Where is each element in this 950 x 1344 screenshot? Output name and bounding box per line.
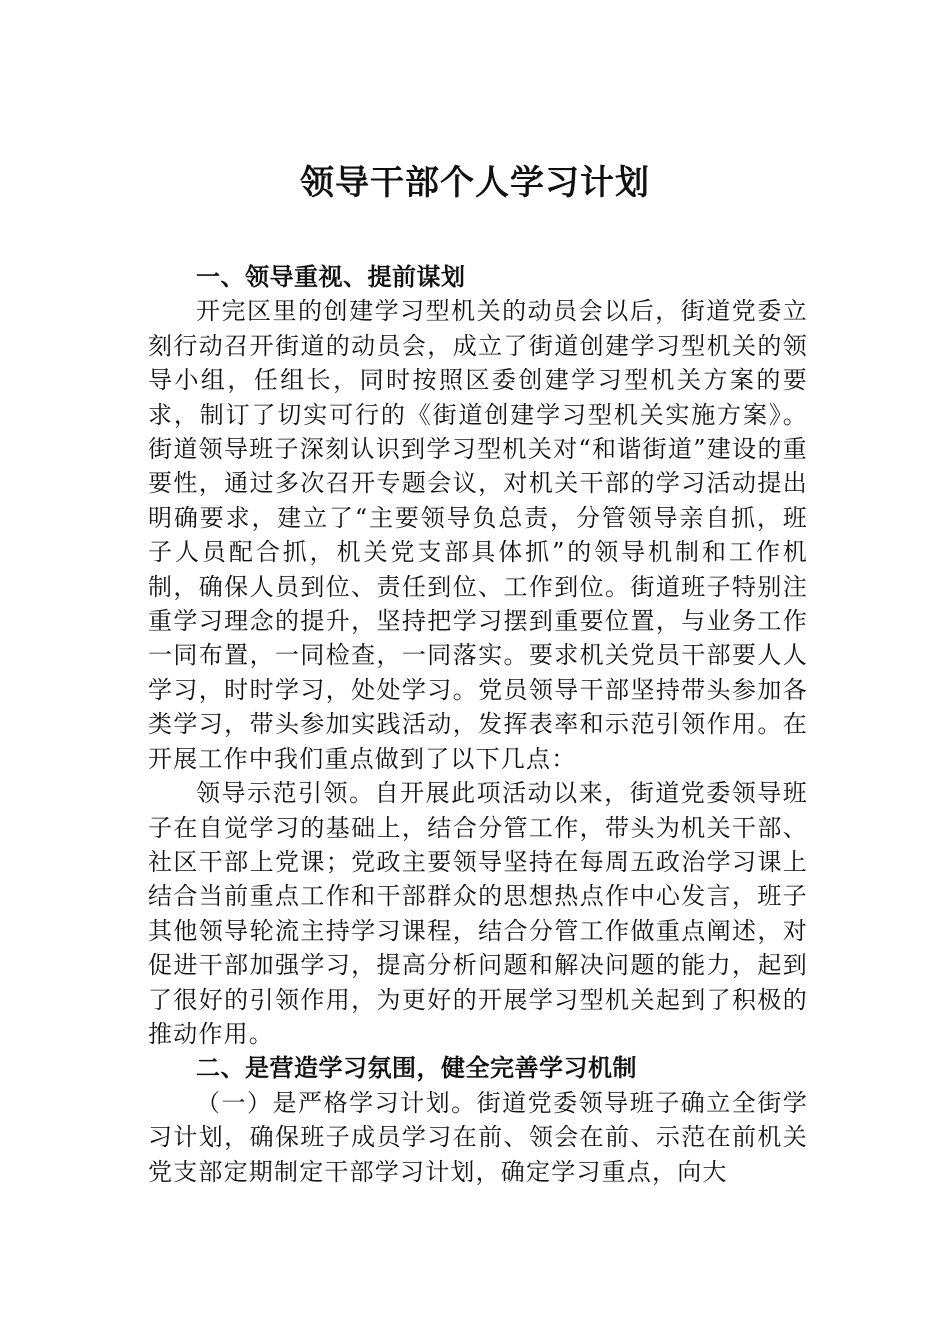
document-body: [148, 260, 808, 1189]
section-heading-2: 二、是营造学习氛围，健全完善学习机制: [196, 1054, 637, 1083]
paragraph: （一）是严格学习计划。街道党委领导班子确立全街学习计划，确保班子成员学习在前、领会在前、示范在前机关党支部定期制定干部学习计划，确定学习重点，向大: [148, 1088, 808, 1186]
paragraph: 领导示范引领。自开展此项活动以来，街道党委领导班子在自觉学习的基础上，结合分管工作，带头为机关干部、社区干部上党课；党政主要领导坚持在每周五政治学习课上结合当前重点工作和干部群众的思想热点作中心发言，班子其他领导轮流主持学习课程，结合分管工作做重点阐述，对促进干部加强学习，提高分析问题和解决问题的能力，起到了很好的引领作用，为更好的开展学习型机关起到了积极的推动作用。: [148, 779, 808, 1048]
paragraph: 开完区里的创建学习型机关的动员会以后，街道党委立刻行动召开街道的动员会，成立了街道创建学习型机关的领导小组，任组长，同时按照区委创建学习型机关方案的要求，制订了切实可行的《街道创建学习型机关实施方案》。街道领导班子深刻认识到学习型机关对“和谐街道”建设的重要性，通过多次召开专题会议，对机关干部的学习活动提出明确要求，建立了“主要领导负总责，分管领导亲自抓，班子人员配合抓，机关党支部具体抓”的领导机制和工作机制，确保人员到位、责任到位、工作到位。街道班子特别注重学习理念的提升，坚持把学习摆到重要位置，与业务工作一同布置，一同检查，一同落实。要求机关党员干部要人人学习，时时学习，处处学习。党员领导干部坚持带头参加各类学习，带头参加实践活动，发挥表率和示范引领作用。在开展工作中我们重点做到了以下几点：: [148, 297, 808, 773]
section-heading-1: 一、领导重视、提前谋划: [196, 263, 466, 291]
document-title: 领导干部个人学习计划: [300, 163, 650, 203]
